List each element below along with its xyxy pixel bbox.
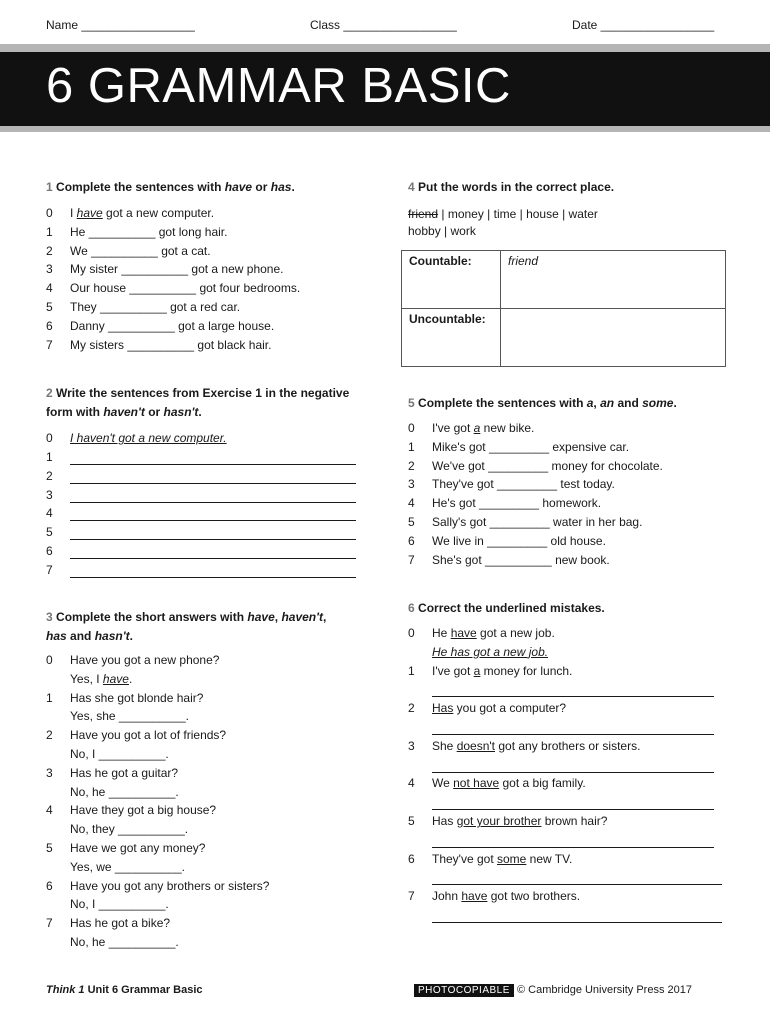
item-number: 2 bbox=[46, 243, 53, 258]
item-number: 6 bbox=[408, 533, 415, 548]
ex6-correction bbox=[408, 682, 748, 698]
ex2-number: 2 bbox=[46, 386, 53, 400]
question-text: Has she got blonde hair? bbox=[70, 690, 204, 705]
ex5-item bbox=[408, 496, 748, 512]
item-number: 4 bbox=[408, 496, 415, 511]
item-number: 4 bbox=[46, 803, 53, 818]
ex5-item bbox=[408, 421, 748, 437]
question-text: Have you got a new phone? bbox=[70, 653, 220, 667]
item-number: 2 bbox=[46, 468, 53, 483]
item-number: 3 bbox=[46, 487, 53, 502]
ex3-title bbox=[46, 608, 376, 646]
ex1-title-or: or bbox=[252, 180, 271, 194]
ex3-title-and: and bbox=[66, 629, 95, 643]
item-number: 0 bbox=[408, 626, 415, 640]
item-number: 3 bbox=[46, 262, 53, 277]
item-number: 6 bbox=[46, 318, 53, 333]
ex1-item bbox=[46, 319, 376, 335]
ex2-answer-line bbox=[46, 488, 356, 504]
ex5-sentence[interactable]: He's got _________ homework. bbox=[432, 496, 602, 511]
ex6-title bbox=[408, 599, 748, 618]
ex5-item bbox=[408, 477, 748, 493]
ex3-title-comma-1: , bbox=[274, 610, 282, 624]
item-number: 7 bbox=[408, 552, 415, 567]
ex3-title-text: Complete the short answers with bbox=[56, 610, 248, 624]
correction-rule[interactable] bbox=[432, 734, 714, 735]
ex1-list bbox=[46, 206, 376, 356]
sentence-start: I bbox=[70, 206, 77, 220]
short-answer[interactable]: Yes, she __________. bbox=[70, 709, 189, 724]
item-number: 4 bbox=[46, 281, 53, 296]
ex2-title-dot: . bbox=[198, 405, 202, 419]
ex5-title-text: Complete the sentences with bbox=[418, 396, 587, 410]
ex2-title-text-2: form with bbox=[46, 405, 104, 419]
ex5-number: 5 bbox=[408, 396, 415, 410]
ex5-title-some: some bbox=[642, 396, 674, 410]
ex6-correction bbox=[408, 758, 748, 774]
ex3-title-comma-2: , bbox=[322, 610, 327, 624]
ex3-question bbox=[46, 879, 376, 895]
ex6-sentence bbox=[432, 626, 555, 640]
ex2-example bbox=[46, 431, 356, 447]
item-number: 4 bbox=[46, 506, 53, 521]
footer-book-title: Think 1 bbox=[46, 984, 85, 996]
ex6-correction bbox=[408, 720, 748, 736]
item-number: 0 bbox=[408, 421, 415, 435]
item-number: 3 bbox=[408, 477, 415, 492]
ex1-title-have: have bbox=[224, 180, 253, 194]
sentence-end: got a big family. bbox=[499, 776, 586, 791]
answer-rule[interactable] bbox=[70, 577, 356, 578]
ex6-correction bbox=[408, 645, 748, 661]
ex6-correction bbox=[408, 870, 748, 886]
correction-rule[interactable] bbox=[432, 847, 714, 848]
underlined-mistake: a bbox=[473, 663, 481, 678]
ex2-answer-line bbox=[46, 525, 356, 541]
ex1-sentence[interactable]: My sisters __________ got black hair. bbox=[70, 337, 272, 352]
item-number: 5 bbox=[46, 841, 53, 855]
ex4-words-line-1: | money | time | house | water bbox=[438, 207, 598, 221]
ex1-sentence[interactable]: Danny __________ got a large house. bbox=[70, 318, 275, 333]
ex5-title bbox=[408, 394, 748, 413]
ex6-item bbox=[408, 776, 748, 792]
ex6-correction bbox=[408, 908, 748, 924]
ex1-item bbox=[46, 262, 376, 278]
uncountable-label: Uncountable: bbox=[402, 309, 501, 367]
short-answer bbox=[70, 672, 132, 686]
sentence-end: you got a computer? bbox=[453, 701, 567, 716]
answer-start: Yes, I bbox=[70, 671, 103, 686]
ex3-question bbox=[46, 728, 376, 744]
ex2-answer-line bbox=[46, 563, 356, 579]
short-answer[interactable]: No, I __________. bbox=[70, 747, 169, 761]
item-number: 2 bbox=[408, 701, 415, 716]
page-title: 6 GRAMMAR BASIC bbox=[46, 59, 511, 113]
class-field: Class _________________ bbox=[310, 18, 457, 32]
ex5-sentence[interactable]: Mike's got _________ expensive car. bbox=[432, 439, 630, 454]
underlined-mistake: not have bbox=[453, 776, 500, 791]
ex6-item bbox=[408, 664, 748, 680]
item-number: 3 bbox=[408, 738, 415, 753]
footer-book bbox=[46, 984, 203, 996]
ex1-sentence bbox=[70, 206, 214, 220]
item-number: 0 bbox=[46, 653, 53, 667]
item-number: 6 bbox=[46, 878, 53, 893]
item-number: 1 bbox=[46, 690, 53, 705]
ex3-question bbox=[46, 803, 376, 819]
underlined-mistake: Has bbox=[432, 701, 454, 716]
ex6-sentence bbox=[432, 852, 572, 866]
sentence-start: I've got bbox=[432, 421, 474, 435]
countable-cell[interactable]: friend bbox=[501, 251, 726, 309]
item-number: 7 bbox=[46, 337, 53, 352]
ex4-word-struck: friend bbox=[408, 207, 439, 221]
ex5-sentence[interactable]: They've got _________ test today. bbox=[432, 477, 615, 492]
answer-rule[interactable] bbox=[70, 520, 356, 521]
short-answer[interactable]: No, he __________. bbox=[70, 935, 179, 949]
short-answer[interactable]: No, they __________. bbox=[70, 822, 189, 837]
ex3-answer bbox=[46, 860, 376, 876]
ex1-sentence[interactable]: Our house __________ got four bedrooms. bbox=[70, 281, 301, 296]
sentence-end: money for lunch. bbox=[480, 663, 573, 678]
ex1-sentence[interactable]: We __________ got a cat. bbox=[70, 243, 211, 258]
answer-end: . bbox=[128, 671, 133, 686]
ex4-word-box bbox=[408, 207, 598, 221]
ex3-answer bbox=[46, 785, 376, 801]
item-number: 6 bbox=[408, 851, 415, 866]
ex4-title bbox=[408, 178, 738, 197]
item-number: 7 bbox=[46, 916, 53, 931]
ex1-sentence[interactable]: He __________ got long hair. bbox=[70, 224, 228, 239]
ex2-title-havent: haven't bbox=[103, 405, 145, 419]
underlined-mistake: got your brother bbox=[456, 814, 542, 828]
ex5-title-and: and bbox=[614, 396, 643, 410]
ex6-sentence bbox=[432, 889, 580, 903]
example-answer: have bbox=[102, 671, 129, 686]
answer-rule[interactable] bbox=[70, 539, 356, 540]
item-number: 4 bbox=[408, 776, 415, 791]
name-field: Name _________________ bbox=[46, 18, 195, 32]
ex1-title-has: has bbox=[270, 180, 292, 194]
ex6-correction bbox=[408, 795, 748, 811]
ex3-title-hasnt: hasn't bbox=[94, 629, 130, 643]
ex5-item bbox=[408, 534, 748, 550]
underlined-mistake: doesn't bbox=[456, 738, 496, 753]
sentence-start: He bbox=[432, 626, 451, 640]
sentence-end: got any brothers or sisters. bbox=[495, 738, 641, 753]
ex1-title-text: Complete the sentences with bbox=[56, 180, 225, 194]
item-number: 2 bbox=[46, 728, 53, 743]
sentence-start: We bbox=[432, 776, 454, 791]
ex5-sentence[interactable]: We live in _________ old house. bbox=[432, 533, 606, 548]
answer-rule[interactable] bbox=[70, 464, 356, 465]
item-number: 5 bbox=[408, 515, 415, 529]
ex6-title-text: Correct the underlined mistakes. bbox=[418, 601, 605, 615]
sentence-end: new TV. bbox=[526, 851, 573, 866]
item-number: 1 bbox=[46, 450, 53, 464]
ex1-item bbox=[46, 206, 376, 222]
ex3-title-have: have bbox=[247, 610, 275, 624]
copyright: © Cambridge University Press 2017 bbox=[516, 984, 692, 996]
item-number: 1 bbox=[408, 439, 415, 454]
ex4-table bbox=[401, 250, 726, 367]
ex1-sentence[interactable]: My sister __________ got a new phone. bbox=[70, 262, 284, 277]
ex2-example-number: 0 bbox=[46, 431, 53, 445]
correction-rule[interactable] bbox=[432, 884, 722, 885]
item-number: 7 bbox=[408, 889, 415, 904]
ex6-item bbox=[408, 889, 748, 905]
item-number: 7 bbox=[46, 562, 53, 577]
ex3-answer bbox=[46, 935, 376, 951]
ex6-sentence bbox=[432, 664, 572, 678]
question-text: Has he got a guitar? bbox=[70, 765, 179, 780]
question-text: Have they got a big house? bbox=[70, 803, 217, 818]
ex3-question bbox=[46, 691, 376, 707]
ex3-answer bbox=[46, 747, 376, 763]
footer-unit: Unit 6 Grammar Basic bbox=[84, 984, 203, 996]
underlined-mistake: have bbox=[461, 889, 488, 904]
banner-bottom-stripe bbox=[0, 126, 770, 132]
ex2-title bbox=[46, 384, 376, 422]
ex1-item bbox=[46, 300, 376, 316]
date-field: Date _________________ bbox=[572, 18, 715, 32]
ex3-question bbox=[46, 841, 376, 857]
banner-top-stripe bbox=[0, 44, 770, 52]
ex3-answer bbox=[46, 672, 376, 688]
sentence-start: I've got bbox=[432, 663, 474, 678]
sentence-start: John bbox=[432, 889, 462, 904]
ex5-item bbox=[408, 440, 748, 456]
ex6-sentence bbox=[432, 701, 566, 715]
ex5-sentence[interactable]: We've got _________ money for chocolate. bbox=[432, 458, 663, 473]
sentence-end: brown hair? bbox=[541, 814, 608, 828]
ex4-words-line-2: hobby | work bbox=[408, 224, 476, 238]
countable-label: Countable: bbox=[402, 251, 501, 309]
ex2-title-hasnt: hasn't bbox=[163, 405, 199, 419]
sentence-end: got a new job. bbox=[476, 626, 555, 640]
ex6-sentence bbox=[432, 814, 607, 828]
sentence-end: got a new computer. bbox=[102, 206, 215, 220]
ex3-question bbox=[46, 916, 376, 932]
answer-rule[interactable] bbox=[70, 483, 356, 484]
ex3-number: 3 bbox=[46, 610, 53, 624]
ex5-item bbox=[408, 515, 748, 531]
item-number: 3 bbox=[46, 765, 53, 780]
question-text: Have you got any brothers or sisters? bbox=[70, 878, 270, 893]
ex1-title bbox=[46, 178, 376, 197]
ex1-number: 1 bbox=[46, 180, 53, 194]
example-answer: a bbox=[473, 421, 481, 435]
ex6-item bbox=[408, 814, 748, 830]
item-number: 1 bbox=[408, 663, 415, 678]
ex1-item bbox=[46, 244, 376, 260]
answer-rule[interactable] bbox=[70, 558, 356, 559]
example-correction: He has got a new job. bbox=[432, 644, 549, 659]
correction-rule[interactable] bbox=[432, 772, 714, 773]
ex6-item bbox=[408, 626, 748, 642]
ex5-title-comma: , bbox=[593, 396, 601, 410]
ex2-answer-line bbox=[46, 544, 356, 560]
ex5-title-dot: . bbox=[673, 396, 677, 410]
item-number: 0 bbox=[46, 206, 53, 220]
correction-rule[interactable] bbox=[432, 696, 714, 697]
uncountable-cell[interactable] bbox=[501, 309, 726, 367]
sentence-start: Has bbox=[432, 814, 457, 828]
ex4-title-text: Put the words in the correct place. bbox=[418, 180, 615, 194]
ex1-item bbox=[46, 281, 376, 297]
example-answer: have bbox=[76, 206, 103, 220]
item-number: 5 bbox=[408, 814, 415, 828]
footer-right bbox=[414, 984, 692, 996]
ex6-item bbox=[408, 852, 748, 868]
ex2-answer-line bbox=[46, 469, 356, 485]
question-text: Has he got a bike? bbox=[70, 916, 171, 931]
correction-rule[interactable] bbox=[432, 809, 714, 810]
ex6-correction bbox=[408, 833, 748, 849]
underlined-mistake: have bbox=[450, 626, 477, 640]
ex6-sentence bbox=[432, 739, 640, 753]
ex3-question bbox=[46, 766, 376, 782]
sentence-end: new bike. bbox=[480, 421, 535, 435]
ex3-answer bbox=[46, 822, 376, 838]
underlined-mistake: some bbox=[497, 851, 527, 866]
ex5-sentence bbox=[432, 421, 534, 435]
ex6-item bbox=[408, 739, 748, 755]
ex2-answer-line bbox=[46, 450, 356, 466]
ex2-example-answer: I haven't got a new computer. bbox=[70, 431, 227, 445]
short-answer[interactable]: No, he __________. bbox=[70, 784, 179, 799]
ex5-title-an: an bbox=[600, 396, 615, 410]
ex2-answer-line bbox=[46, 506, 356, 522]
ex2-title-or: or bbox=[144, 405, 164, 419]
ex1-sentence[interactable]: They __________ got a red car. bbox=[70, 300, 241, 314]
ex1-item bbox=[46, 225, 376, 241]
ex3-answer bbox=[46, 897, 376, 913]
short-answer[interactable]: No, I __________. bbox=[70, 897, 169, 912]
ex5-sentence[interactable]: She's got __________ new book. bbox=[432, 552, 610, 567]
ex3-question bbox=[46, 653, 376, 669]
question-text: Have we got any money? bbox=[70, 841, 206, 855]
item-number: 2 bbox=[408, 458, 415, 473]
ex1-title-dot: . bbox=[291, 180, 295, 194]
photocopiable-badge: PHOTOCOPIABLE bbox=[414, 984, 514, 997]
ex5-item bbox=[408, 553, 748, 569]
item-number: 5 bbox=[46, 525, 53, 540]
sentence-start: She bbox=[432, 738, 457, 753]
ex6-item bbox=[408, 701, 748, 717]
answer-rule[interactable] bbox=[70, 502, 356, 503]
item-number: 6 bbox=[46, 544, 53, 558]
ex6-sentence bbox=[432, 776, 586, 790]
ex3-title-dot: . bbox=[129, 629, 133, 643]
ex4-number: 4 bbox=[408, 180, 415, 194]
correction-rule[interactable] bbox=[432, 922, 722, 923]
item-number: 1 bbox=[46, 224, 53, 239]
ex5-title-a: a bbox=[586, 396, 594, 410]
ex2-title-text: Write the sentences from Exercise 1 in the negative bbox=[56, 386, 350, 400]
ex3-title-havent: haven't bbox=[281, 610, 323, 624]
sentence-start: They've got bbox=[432, 851, 497, 866]
ex3-title-has: has bbox=[46, 629, 67, 643]
ex1-item bbox=[46, 338, 376, 354]
ex6-number: 6 bbox=[408, 601, 415, 615]
ex3-answer bbox=[46, 709, 376, 725]
question-text: Have you got a lot of friends? bbox=[70, 728, 227, 743]
ex5-item bbox=[408, 459, 748, 475]
item-number: 5 bbox=[46, 300, 53, 314]
sentence-end: got two brothers. bbox=[487, 889, 581, 904]
short-answer[interactable]: Yes, we __________. bbox=[70, 859, 185, 874]
ex5-sentence[interactable]: Sally's got _________ water in her bag. bbox=[432, 515, 643, 529]
